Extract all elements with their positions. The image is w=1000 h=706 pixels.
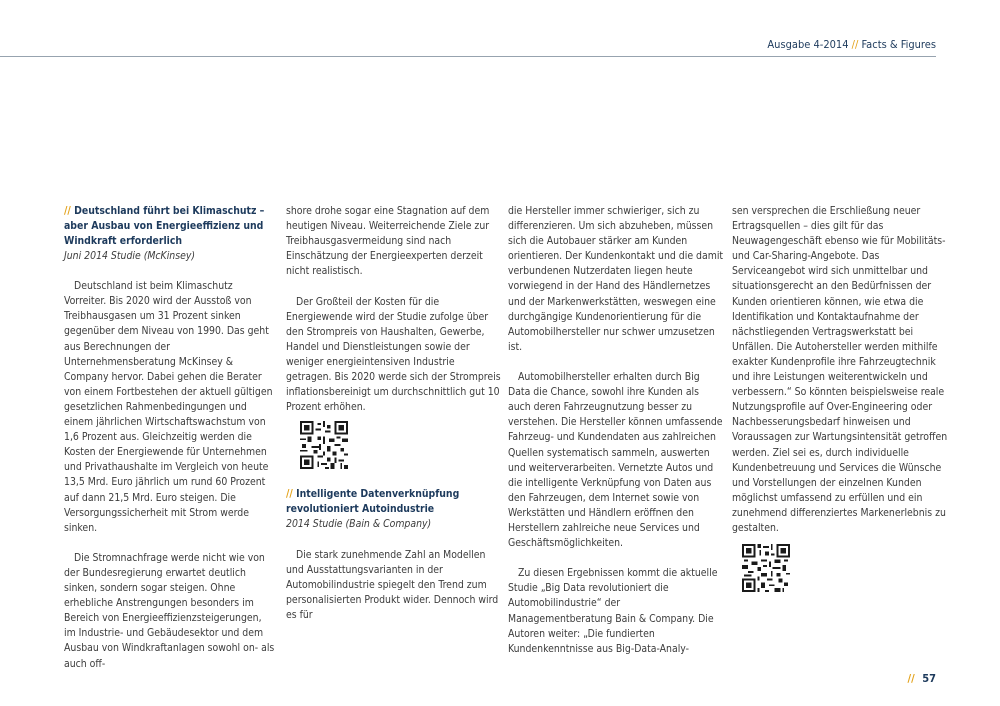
column-3 <box>508 204 724 657</box>
article2-slashes: // <box>286 488 293 501</box>
page-number: 57 <box>922 672 936 685</box>
header-section: Facts & Figures <box>861 38 936 51</box>
article2-paragraph: die Hersteller immer schwieriger, sich zu differenzieren. Um sich abzuheben, müssen sich die Autobauer stärker am Kunden orientieren. Der Kundenkontakt und die damit verbundenen Nutzerdaten liegen heute vorwiegend in der Hand des Händlernetzes und der Markenwerkstätten, weswegen eine durchgängige Kundenorientierung für die Automobilhersteller nur schwer umzusetzen ist. <box>508 205 724 353</box>
header-issue: Ausgabe 4-2014 <box>767 38 849 51</box>
article2-paragraph: Automobilhersteller erhalten durch Big Data die Chance, sowohl ihre Kunden als auch deren Fahrzeugnutzung besser zu verstehen. Die Hersteller können umfassende Fahrzeug- und Kundendaten aus zahlreichen Quellen systematisch sammeln, auswerten und weiterverarbeiten. Vernetzte Autos und die intelligente Verknüpfung von Daten aus den Fahrzeugen, dem Internet sowie von Werkstätten und Händlern eröffnen den Herstellern zahlreiche neue Services und Geschäftsmöglichkeiten. <box>508 371 723 550</box>
footer-slashes: // <box>907 672 915 685</box>
qr-code-icon[interactable] <box>300 421 348 469</box>
article1-paragraph: shore drohe sogar eine Stagnation auf dem heutigen Niveau. Weiterreichende Ziele zur Treibhausgasvermeidung sind nach Einschätzung der Energieexperten derzeit nicht realistisch. <box>286 205 490 278</box>
article2-title: Intelligente Datenverknüpfung revolutioniert Autoindustrie <box>286 488 460 516</box>
header-running-title <box>767 38 936 51</box>
column-2 <box>286 204 502 623</box>
article1-slashes: // <box>64 205 71 217</box>
article1-paragraph: Deutschland ist beim Klimaschutz Vorreiter. Bis 2020 wird der Ausstoß von Treibhausgasen um 31 Prozent sinken gegenüber dem Niveau von 1990. Das geht aus Berechnungen der Unternehmensberatung McKinsey & Company hervor. Dabei gehen die Berater von einem Fortbestehen der aktuell gültigen gesetzlichen Rahmenbedingungen und einem jährlichen Wirtschaftswachstum von 1,6 Prozent aus. Gleichzeitig werden die Kosten der Energiewende für Unternehmen und Privathaushalte im Vergleich von heute 13,5 Mrd. Euro jährlich um rund 60 Prozent auf dann 21,5 Mrd. Euro steigen. Die Versorgungssicherheit mit Strom werde sinken. <box>64 280 273 534</box>
header-rule <box>0 56 936 57</box>
page-header <box>0 0 1000 60</box>
header-separator: // <box>851 38 859 51</box>
article2-paragraph: sen versprechen die Erschließung neuer Ertragsquellen – dies gilt für das Neuwagengeschäft ebenso wie für Mobilitäts- und Car-Sharing-Angebote. Das Serviceangebot wird sich unmittelbar und situationsgerecht an den Bedürfnissen der Kunden orientieren können, wie etwa die Identifikation und Kontaktaufnahme der nächstliegenden Vertragswerkstatt bei Unfällen. Die Autohersteller werden mithilfe exakter Kundenprofile ihre Fahrzeugtechnik und ihre Leistungen weiterentwickeln und verbessern.“ So könnten beispielsweise reale Nutzungsprofile auf Over-Engineering oder Nachbesserungsbedarf hinweisen und Voraussagen zur Wartungsintensität getroffen werden. Ziel sei es, durch individuelle Kundenbetreuung und Services die Wünsche und Vorstellungen der einzelnen Kunden möglichst umfassend zu erfüllen und ein zunehmend differenziertes Markenerlebnis zu gestalten. <box>732 205 948 534</box>
column-1 <box>64 204 276 672</box>
qr-code-icon[interactable] <box>742 544 790 592</box>
article2-source: 2014 Studie (Bain & Company) <box>286 518 432 531</box>
page-footer <box>908 672 936 685</box>
article1-paragraph: Die Stromnachfrage werde nicht wie von der Bundesregierung erwartet deutlich sinken, sondern sogar steigen. Ohne erhebliche Anstrengungen besonders im Bereich von Energieeffizienzsteigerungen, im Industrie- und Gebäudesektor und dem Ausbau von Windkraftanlagen sowohl on- als auch off- <box>64 551 275 670</box>
article2-paragraph: Die stark zunehmende Zahl an Modellen und Ausstattungsvarianten in der Automobilindustrie spiegelt den Trend zum personalisierten Produkt wider. Dennoch wird es für <box>286 548 499 621</box>
article1-title: Deutschland führt bei Klimaschutz – aber Ausbau von Energieeffizienz und Windkraft erforderlich <box>64 205 265 247</box>
article1-paragraph: Der Großteil der Kosten für die Energiewende wird der Studie zufolge über den Strompreis von Haushalten, Gewerbe, Handel und Dienstleistungen sowie der weniger energieintensiven Industrie getragen. Bis 2020 werde sich der Strompreis inflationsbereinigt um durchschnittlich gut 10 Prozent erhöhen. <box>286 295 501 414</box>
article-body <box>0 204 1000 670</box>
article1-source: Juni 2014 Studie (McKinsey) <box>64 250 196 262</box>
article2-paragraph: Zu diesen Ergebnissen kommt die aktuelle Studie „Big Data revolutioniert die Automobilindustrie“ der Managementberatung Bain & Company. Die Autoren weiter: „Die fundierten Kundenkenntnisse aus Big-Data-Analy- <box>508 567 718 655</box>
article2-heading <box>286 487 502 517</box>
column-4 <box>732 204 948 610</box>
article1-heading <box>64 204 276 249</box>
